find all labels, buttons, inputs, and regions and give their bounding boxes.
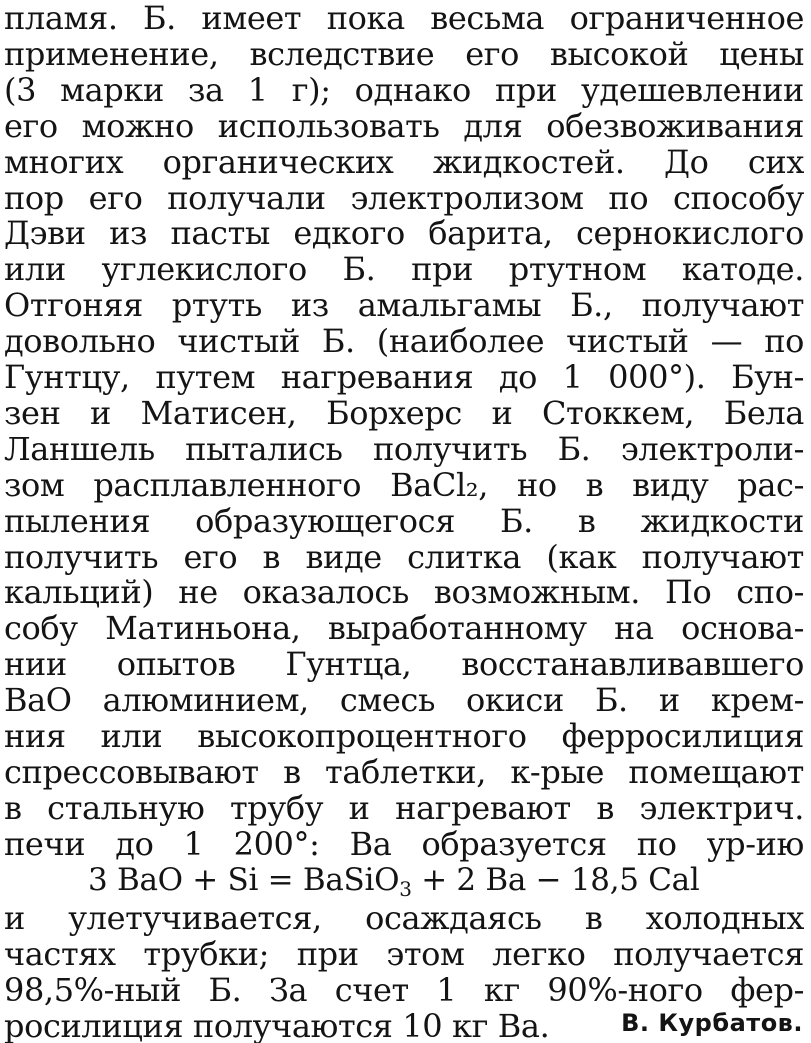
text-line: Ланшель пытались получить Б. электроли-	[4, 430, 804, 467]
equation-left: 3 BaO + Si = BaSiO	[88, 862, 400, 898]
text-line: довольно чистый Б. (наиболее чистый — по	[4, 323, 804, 360]
text-line: применение, вследствие его высокой цены	[4, 35, 804, 72]
text-line: и улетучивается, осаждаясь в холодных	[4, 900, 804, 936]
equation-right: + 2 Ba − 18,5 Cal	[411, 862, 700, 898]
equation-subscript: 3	[399, 877, 412, 901]
text-line: нии опытов Гунтца, восстанавливавшего	[4, 646, 804, 683]
text-line: зом расплавленного BaCl₂, но в виду рас-	[4, 466, 804, 503]
text-line: или углекислого Б. при ртутном катоде.	[4, 251, 804, 288]
text-line: пламя. Б. имеет пока весьма ограниченное	[4, 0, 804, 36]
author-signature: В. Курбатов.	[621, 1009, 803, 1037]
text-line: кальций) не оказалось возможным. По спо-	[4, 574, 804, 611]
text-line: частях трубки; при этом легко получается	[4, 936, 804, 972]
cut-off-next-line	[10, 1036, 710, 1043]
text-line: (3 марки за 1 г); однако при удешевлении	[4, 71, 804, 108]
text-line: его можно использовать для обезвоживания	[4, 107, 804, 144]
text-line: Отгоняя ртуть из амальгамы Б., получают	[4, 287, 804, 324]
text-line: 98,5%-ный Б. За счет 1 кг 90%-ного фер-	[4, 972, 804, 1008]
text-line: спрессовывают в таблетки, к-рые помещают	[4, 753, 804, 790]
text-line: пор его получали электролизом по способу	[4, 179, 804, 216]
text-line: Дэви из пасты едкого барита, сернокислого	[4, 215, 804, 252]
reaction-equation	[88, 862, 728, 901]
text-line: собу Матиньона, выработанному на основа-	[4, 610, 804, 647]
text-line: BaO алюминием, смесь окиси Б. и крем-	[4, 682, 804, 719]
text-line: печи до 1 200°: Ва образуется по ур-ию	[4, 825, 804, 862]
text-line: ния или высокопроцентного ферросилиция	[4, 718, 804, 754]
text-line: многих органических жидкостей. До сих	[4, 143, 804, 180]
text-line: пыления образующегося Б. в жидкости	[4, 502, 804, 539]
text-line: в стальную трубу и нагревают в электрич.	[4, 789, 804, 826]
text-line: зен и Матисен, Борхерс и Стоккем, Бела	[4, 394, 804, 431]
text-line: Гунтцу, путем нагревания до 1 000°). Бун-	[4, 359, 804, 395]
text-line-last: росилиция получаются 10 кг Ва.	[4, 1008, 550, 1043]
text-line: получить его в виде слитка (как получают	[4, 538, 804, 575]
